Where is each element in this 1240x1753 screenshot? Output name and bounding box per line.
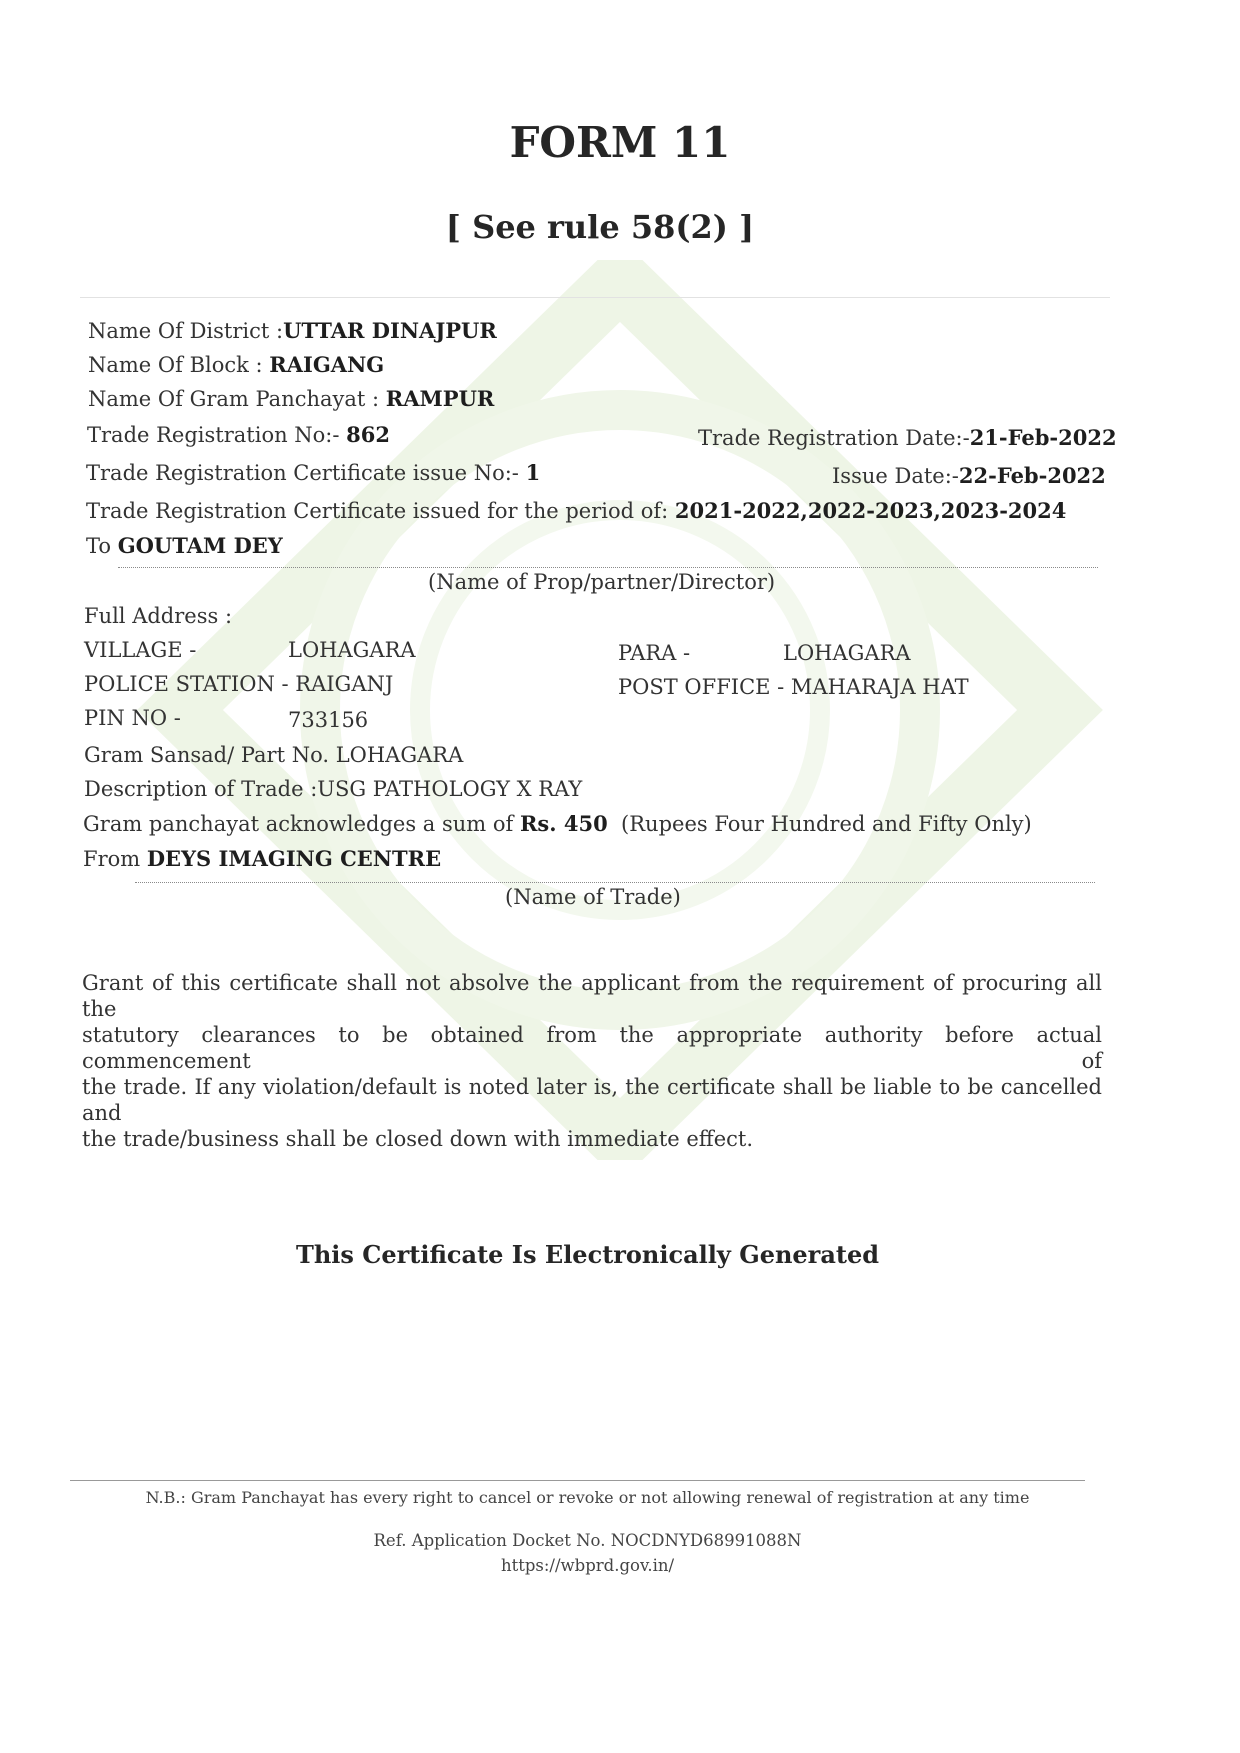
- gram-sansad-line: Gram Sansad/ Part No. LOHAGARA: [84, 743, 464, 767]
- issue-date-value: 22-Feb-2022: [958, 463, 1106, 488]
- village-value: LOHAGARA: [288, 638, 416, 662]
- terms-line-4: the trade/business shall be closed down with immediate effect.: [82, 1127, 754, 1151]
- rule-reference: [ See rule 58(2) ]: [445, 208, 755, 246]
- police-station-value: RAIGANJ: [295, 672, 394, 696]
- village-label: VILLAGE -: [84, 638, 197, 662]
- amount-in-words: (Rupees Four Hundred and Fifty Only): [621, 812, 1032, 836]
- form-title: FORM 11: [509, 118, 731, 167]
- registration-date-value: 21-Feb-2022: [969, 425, 1117, 450]
- website-url: https://wbprd.gov.in/: [500, 1556, 675, 1575]
- reference-block: [0, 1528, 1175, 1578]
- certificate-no-line: Trade Registration Certificate issue No:- 1: [86, 460, 541, 485]
- para-value: LOHAGARA: [783, 641, 911, 665]
- district-value: UTTAR DINAJPUR: [283, 318, 497, 343]
- terms-line-3: the trade. If any violation/default is noted later is, the certificate shall be liable to be cancelled and: [82, 1075, 1102, 1125]
- certificate-no-value: 1: [525, 460, 541, 485]
- trade-description-line: Description of Trade :USG PATHOLOGY X RAY: [84, 777, 583, 801]
- footer-divider: [70, 1480, 1085, 1481]
- trade-dotted-line: [135, 882, 1095, 883]
- amount-value: Rs. 450: [519, 811, 608, 836]
- para-label: PARA -: [618, 641, 691, 665]
- electronically-generated-note: This Certificate Is Electronically Generated: [295, 1240, 880, 1269]
- gram-panchayat-value: RAMPUR: [385, 386, 495, 411]
- trade-name: DEYS IMAGING CENTRE: [146, 846, 442, 871]
- post-office-line: POST OFFICE - MAHARAJA HAT: [618, 675, 969, 699]
- recipient-name: GOUTAM DEY: [117, 533, 283, 558]
- recipient-dotted-line: [118, 567, 1098, 568]
- address-heading: Full Address :: [84, 604, 233, 628]
- recipient-caption: (Name of Prop/partner/Director): [428, 570, 776, 594]
- terms-line-1: Grant of this certificate shall not absolve the applicant from the requirement of procuring all the: [82, 971, 1102, 1021]
- issue-date-line: Issue Date:-22-Feb-2022: [832, 463, 1106, 488]
- trade-caption: (Name of Trade): [505, 885, 681, 909]
- period-line: Trade Registration Certificate issued for the period of: 2021-2022,2022-2023,2023-2024: [86, 498, 1067, 523]
- block-line: Name Of Block : RAIGANG: [88, 352, 385, 377]
- gram-panchayat-line: Name Of Gram Panchayat : RAMPUR: [88, 386, 495, 411]
- nb-note: N.B.: Gram Panchayat has every right to cancel or revoke or not allowing renewal of registration at any time: [145, 1488, 1030, 1507]
- post-office-value: MAHARAJA HAT: [790, 675, 969, 699]
- district-line: Name Of District :UTTAR DINAJPUR: [88, 318, 497, 343]
- registration-no-line: Trade Registration No:- 862: [87, 422, 390, 447]
- block-value: RAIGANG: [269, 352, 385, 377]
- registration-no-value: 862: [346, 422, 390, 447]
- top-divider: [80, 297, 1110, 298]
- acknowledgement-line: Gram panchayat acknowledges a sum of Rs. 450 (Rupees Four Hundred and Fifty Only): [83, 811, 1032, 836]
- police-station-line: POLICE STATION - RAIGANJ: [84, 672, 394, 696]
- pin-value: 733156: [288, 708, 369, 732]
- terms-line-2: statutory clearances to be obtained from the appropriate authority before actual commencement of: [82, 1023, 1102, 1073]
- trade-from-line: From DEYS IMAGING CENTRE: [83, 846, 442, 871]
- registration-date-line: Trade Registration Date:-21-Feb-2022: [698, 425, 1117, 450]
- period-value: 2021-2022,2022-2023,2023-2024: [674, 498, 1067, 523]
- docket-number: Ref. Application Docket No. NOCDNYD68991088N: [373, 1531, 802, 1550]
- pin-label: PIN NO -: [84, 706, 181, 730]
- recipient-line: To GOUTAM DEY: [86, 533, 283, 558]
- terms-paragraph: [82, 970, 1102, 1152]
